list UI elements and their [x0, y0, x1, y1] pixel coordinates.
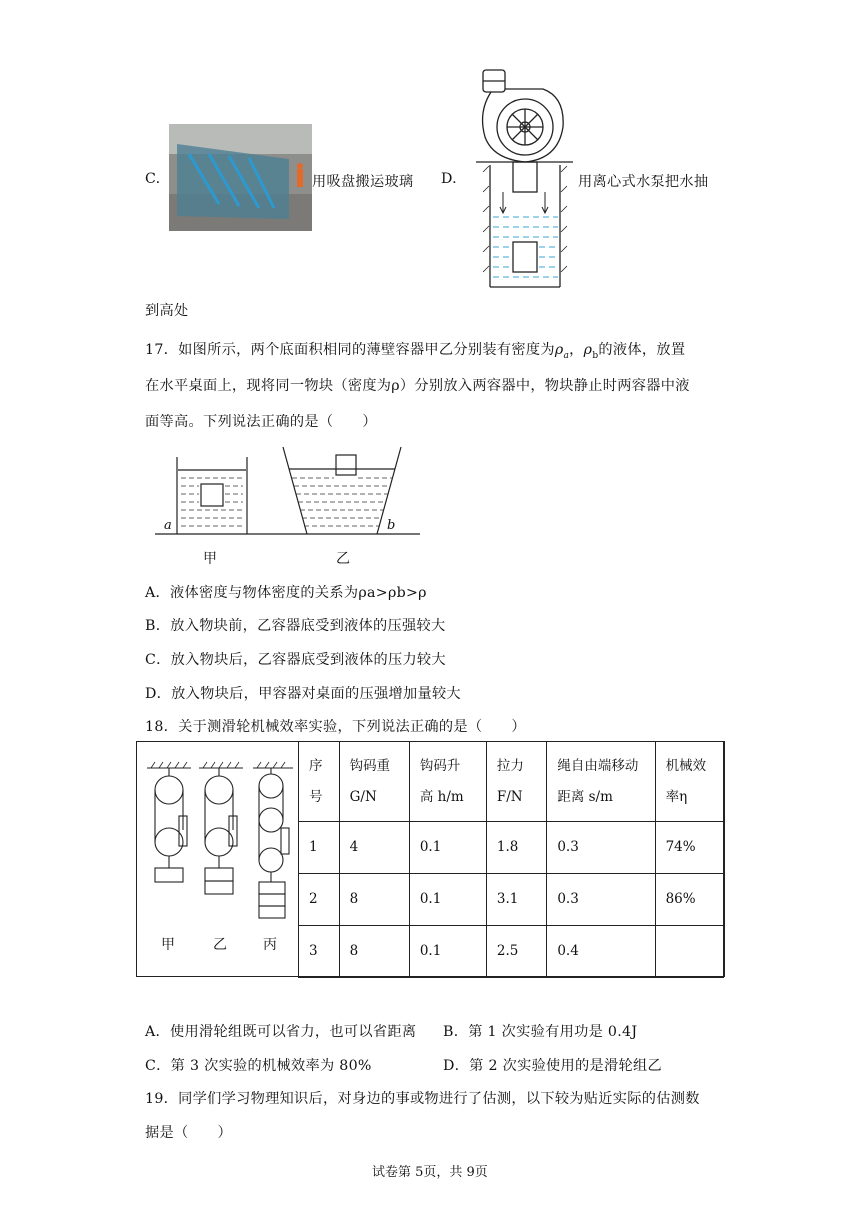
pulley-caption-jia: 甲 [161, 937, 175, 953]
pulley-caption-yi: 乙 [213, 937, 227, 953]
rho-b: ρ [583, 342, 593, 358]
q18-option-a: A．使用滑轮组既可以省力，也可以省距离 [145, 1024, 417, 1040]
q19-line1: 19．同学们学习物理知识后，对身边的事或物进行了估测，以下较为贴近实际的估测数 [145, 1091, 700, 1107]
pulley-caption-bing: 丙 [263, 937, 277, 953]
q17-line1-start: 17．如图所示，两个底面积相同的薄壁容器甲乙分别装有密度为 [145, 342, 555, 358]
q18-option-b: B．第 1 次实验有用功是 0.4J [443, 1024, 638, 1040]
q17-option-a: A．液体密度与物体密度的关系为ρa>ρb>ρ [145, 585, 427, 601]
caption-jia: 甲 [203, 551, 217, 567]
q17-line3: 面等高。下列说法正确的是（ ） [145, 414, 377, 430]
label-a: a [164, 518, 172, 533]
q17-option-b: B．放入物块前，乙容器底受到液体的压强较大 [145, 618, 446, 634]
q17-containers-figure [155, 442, 420, 570]
page-footer: 试卷第 5页，共 9页 [372, 1165, 488, 1180]
q17-separator: ， [569, 342, 584, 358]
label-b: b [387, 518, 396, 533]
centrifugal-pump-diagram [473, 67, 578, 292]
q17-line1-end: 的液体，放置 [598, 342, 686, 358]
option-d-letter: D. [441, 171, 457, 187]
rho-b-sub: b [592, 350, 599, 361]
table-row: 3 8 0.1 2.5 0.4 [299, 926, 724, 978]
q18-data-table [298, 741, 724, 978]
q17-line2: 在水平桌面上，现将同一物块（密度为ρ）分别放入两容器中，物块静止时两容器中液 [145, 378, 690, 394]
table-header-row [299, 742, 724, 822]
option-d-text: 用离心式水泵把水抽 [578, 174, 709, 190]
glass-suction-photo [169, 124, 312, 231]
header-weight: 钩码重 G/N [339, 742, 409, 822]
q18-stem: 18．关于测滑轮机械效率实验，下列说法正确的是（ ） [145, 719, 526, 735]
q19-line2: 据是（ ） [145, 1125, 232, 1141]
q17-option-c: C．放入物块后，乙容器底受到液体的压力较大 [145, 652, 446, 668]
header-distance: 绳自由端移动 距离 s/m [547, 742, 655, 822]
rho-a: ρ [554, 342, 564, 358]
table-row: 1 4 0.1 1.8 0.3 74% [299, 822, 724, 874]
rho-a-sub: a [563, 350, 570, 361]
option-d-text-cont: 到高处 [145, 303, 189, 319]
option-c-letter: C. [145, 171, 161, 187]
caption-yi: 乙 [336, 551, 350, 567]
option-c-text: 用吸盘搬运玻璃 [312, 174, 414, 190]
table-row: 2 8 0.1 3.1 0.3 86% [299, 874, 724, 926]
q18-data-table-frame [136, 741, 725, 977]
q17-line1 [145, 339, 685, 361]
header-height: 钩码升 高 h/m [409, 742, 486, 822]
header-force: 拉力 F/N [486, 742, 546, 822]
header-index: 序 号 [299, 742, 340, 822]
header-efficiency: 机械效 率η [655, 742, 723, 822]
q18-option-c: C．第 3 次实验的机械效率为 80% [145, 1058, 372, 1074]
q18-option-d: D．第 2 次实验使用的是滑轮组乙 [443, 1058, 662, 1074]
q17-option-d: D．放入物块后，甲容器对桌面的压强增加量较大 [145, 686, 461, 702]
